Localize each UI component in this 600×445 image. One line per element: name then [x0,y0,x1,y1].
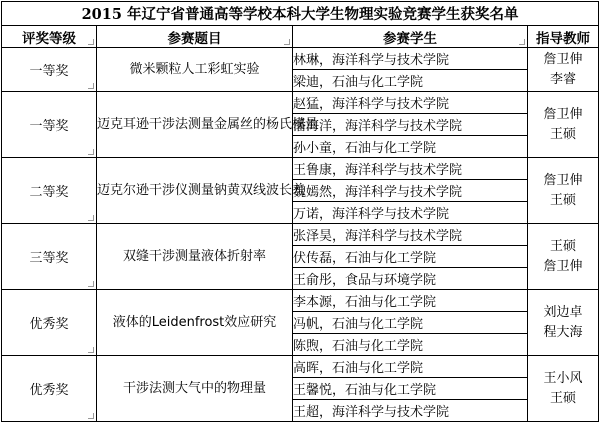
topic-title: 微米颗粒人工彩虹实验 [129,62,260,77]
topic-title: 液体的Leidenfrost效应研究 [112,315,277,330]
table-row [2,356,599,378]
topic-title: 干涉法测大气中的物理量 [122,381,266,396]
cell-corner-mark [88,347,94,353]
advisor-name: 詹卫伸 [543,172,583,188]
topic-title: 迈克尔逊干涉仪测量钠黄双线波长差 [97,183,306,198]
award-level-cell [2,158,97,224]
header-award-label: 评奖等级 [22,30,76,47]
advisor-name: 詹卫伸 [543,51,583,67]
award-level-cell [2,92,97,158]
cell-corner-mark [88,39,94,45]
advisor-cell [528,48,599,92]
student-cell: 张泽昊，海洋科学与技术学院 [293,224,528,246]
student-cell: 王馨悦，石油与化工学院 [293,378,528,400]
topic-cell [97,224,293,290]
header-advisor-label: 指导教师 [536,30,591,47]
table-row [2,158,599,180]
student-cell: 魏嫣然，海洋科学与技术学院 [293,180,528,202]
student-cell: 冯帆，石油与化工学院 [293,312,528,334]
table-row [2,48,599,70]
table-row [2,224,599,246]
advisor-name: 詹卫伸 [543,258,583,274]
student-cell: 陈煦，石油与化工学院 [293,334,528,356]
advisor-cell [528,92,599,158]
advisor-name: 王小风 [543,370,583,386]
advisor-cell [528,356,599,422]
header-students [293,26,528,48]
topic-cell [97,356,293,422]
advisor-name: 李睿 [550,71,577,87]
student-cell: 梁迪，石油与化工学院 [293,70,528,92]
advisor-name: 王硕 [550,192,577,208]
cell-corner-mark [519,39,525,45]
award-level: 三等奖 [29,251,69,266]
table-row [2,92,599,114]
award-level: 优秀奖 [29,317,69,332]
award-level: 一等奖 [29,119,69,134]
cell-corner-mark [284,39,290,45]
advisor-name: 詹卫伸 [543,106,583,122]
topic-cell [97,290,293,356]
student-cell: 赵猛，海洋科学与技术学院 [293,92,528,114]
header-topic [97,26,293,48]
header-row [2,26,599,48]
cell-corner-mark [88,281,94,287]
topic-cell [97,92,319,158]
student-cell: 王俞彤，食品与环境学院 [293,268,528,290]
title-row [2,2,599,26]
award-level-cell [2,290,97,356]
table-row [2,290,599,312]
advisor-cell [528,224,599,290]
advisor-name: 王硕 [550,126,577,142]
cell-corner-mark [88,83,94,89]
cell-corner-mark [88,149,94,155]
cell-corner-mark [88,413,94,419]
advisor-cell [528,158,599,224]
topic-title: 双缝干涉测量液体折射率 [122,249,266,264]
student-cell: 李本源，石油与化工学院 [293,290,528,312]
advisor-name: 程大海 [543,324,583,340]
header-award [2,26,97,48]
header-topic-label: 参赛题目 [167,30,222,47]
student-cell: 高晖，石油与化工学院 [293,356,528,378]
topic-cell [97,158,306,224]
advisor-name: 王硕 [550,390,577,406]
student-cell: 王超，海洋科学与技术学院 [293,400,528,422]
header-students-label: 参赛学生 [383,30,437,47]
advisor-name: 刘边卓 [543,304,583,320]
student-cell: 林琳，海洋科学与技术学院 [293,48,528,70]
student-cell: 潘海洋，海洋科学与技术学院 [293,114,528,136]
award-level: 优秀奖 [29,383,69,398]
header-advisor [528,26,599,48]
award-table [1,1,599,422]
student-cell: 孙小童，石油与化工学院 [293,136,528,158]
topic-title: 迈克耳逊干涉法测量金属丝的杨氏模量 [97,117,319,132]
award-level-cell [2,224,97,290]
award-level: 一等奖 [29,64,69,79]
cell-corner-mark [88,215,94,221]
advisor-cell [528,290,599,356]
student-cell: 王鲁康，海洋科学与技术学院 [293,158,528,180]
advisor-name: 王硕 [550,238,577,254]
award-level-cell [2,356,97,422]
topic-cell [97,48,293,92]
award-level-cell [2,48,97,92]
award-list-sheet [1,1,598,443]
table-title: 2015 年辽宁省普通高等学校本科大学生物理实验竞赛学生获奖名单 [2,2,599,26]
award-level: 二等奖 [29,185,69,200]
student-cell: 伏传磊，石油与化工学院 [293,246,528,268]
student-cell: 万诺，海洋科学与技术学院 [293,202,528,224]
